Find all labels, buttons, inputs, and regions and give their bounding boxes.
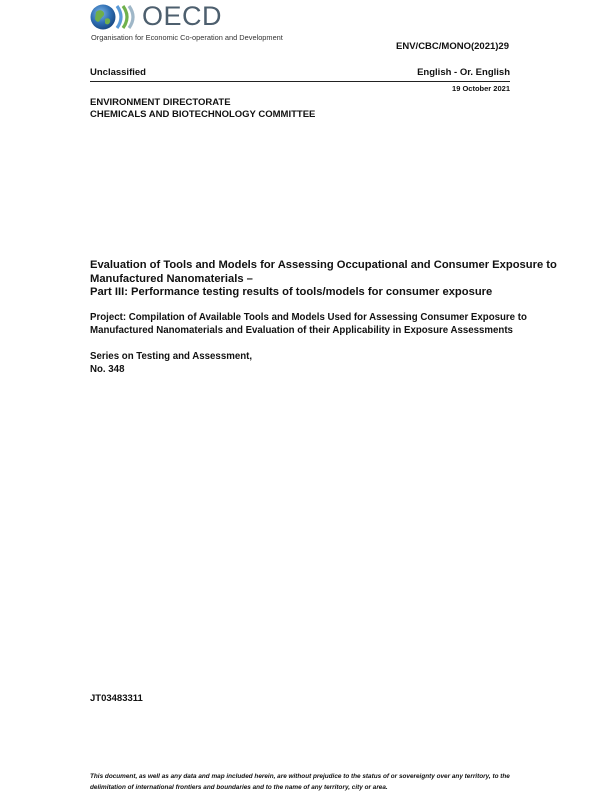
document-title: [90, 259, 557, 300]
classification-label: Unclassified: [90, 67, 146, 78]
jt-number: JT03483311: [90, 693, 143, 704]
project-line: Project: Compilation of Available Tools and Models Used for Assessing Consumer Exposure to: [90, 312, 527, 323]
project-line: Manufactured Nanomaterials and Evaluation of their Applicability in Exposure Assessments: [90, 324, 513, 336]
disclaimer-line: delimitation of international frontiers and boundaries and to the name of any territory, city or area.: [90, 784, 388, 791]
document-date: 19 October 2021: [452, 84, 510, 93]
directorate-name: ENVIRONMENT DIRECTORATE: [90, 97, 231, 108]
series-name: Series on Testing and Assessment,: [90, 351, 253, 362]
title-line: Manufactured Nanomaterials –: [90, 272, 253, 285]
oecd-wordmark: OECD: [142, 1, 223, 31]
organisation-name: Organisation for Economic Co-operation and Development: [91, 33, 283, 42]
document-reference: ENV/CBC/MONO(2021)29: [396, 41, 509, 52]
project-description: [90, 312, 527, 337]
title-line: Part III: Performance testing results of tools/models for consumer exposure: [90, 286, 493, 298]
classification-row: [90, 67, 510, 82]
title-line: Evaluation of Tools and Models for Assessing Occupational and Consumer Exposure to: [90, 259, 557, 271]
directorate-block: [90, 97, 315, 121]
oecd-globe-icon: [90, 2, 140, 32]
series-info: [90, 351, 252, 376]
committee-name: CHEMICALS AND BIOTECHNOLOGY COMMITTEE: [90, 109, 316, 120]
series-number: No. 348: [90, 363, 125, 375]
oecd-logo: [90, 2, 290, 42]
language-label: English - Or. English: [417, 67, 510, 78]
disclaimer: [90, 771, 530, 793]
disclaimer-line: This document, as well as any data and map included herein, are without prejudice to the status of or sovereignty over any territory, to the: [90, 773, 510, 780]
